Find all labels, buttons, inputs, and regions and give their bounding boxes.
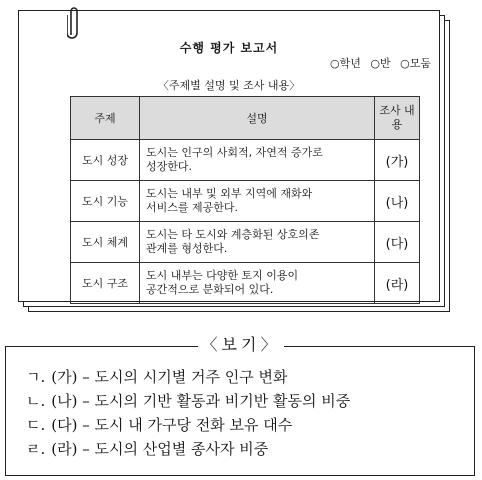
table-row <box>71 181 420 222</box>
bogi-text: (라) – 도시의 산업별 종사자 비중 <box>51 440 269 458</box>
bogi-text: (가) – 도시의 시기별 거주 인구 변화 <box>51 368 288 386</box>
bogi-marker: ㄱ. <box>26 368 46 386</box>
bogi-marker: ㄴ. <box>26 392 46 410</box>
desc-line: 도시는 타 도시와 계층화된 상호의존 <box>146 228 320 241</box>
row-topic: 도시 성장 <box>71 140 140 181</box>
table-header-row <box>71 97 420 140</box>
bogi-item <box>26 389 350 413</box>
row-topic: 도시 기능 <box>71 181 140 222</box>
desc-line: 서비스를 제공한다. <box>146 201 239 214</box>
row-description <box>140 263 375 304</box>
bogi-list <box>26 365 350 461</box>
desc-line: 공간적으로 분화되어 있다. <box>146 283 274 296</box>
table-row <box>71 263 420 304</box>
row-code: (라) <box>375 263 420 304</box>
row-code: (나) <box>375 181 420 222</box>
bogi-item <box>26 365 350 389</box>
bogi-marker: ㄹ. <box>26 440 46 458</box>
row-description <box>140 222 375 263</box>
table-row <box>71 140 420 181</box>
header-topic: 주제 <box>71 97 140 140</box>
row-code: (가) <box>375 140 420 181</box>
row-code: (다) <box>375 222 420 263</box>
grade-label: ○학년 <box>330 57 361 70</box>
header-description: 설명 <box>140 97 375 140</box>
desc-line: 관계를 형성한다. <box>146 242 228 255</box>
bogi-marker: ㄷ. <box>26 416 46 434</box>
bogi-item <box>26 413 350 437</box>
bogi-text: (나) – 도시의 기반 활동과 비기반 활동의 비중 <box>51 392 351 410</box>
bogi-item <box>26 437 350 461</box>
bogi-title-text: 〈보기〉 <box>198 335 285 354</box>
row-description <box>140 140 375 181</box>
class-label: ○반 <box>370 57 391 70</box>
table-row <box>71 222 420 263</box>
row-description <box>140 181 375 222</box>
desc-line: 도시는 내부 및 외부 지역에 재화와 <box>146 187 313 200</box>
desc-line: 도시는 인구의 사회적, 자연적 증가로 <box>146 146 323 159</box>
desc-line: 성장한다. <box>146 160 193 173</box>
topic-table <box>70 96 420 304</box>
group-label: ○모둠 <box>400 57 431 70</box>
bogi-title <box>0 332 482 355</box>
class-info <box>324 55 431 71</box>
header-research: 조사 내용 <box>375 97 420 140</box>
report-paper-stack <box>18 10 458 310</box>
table-subtitle: 〈주제별 설명 및 조사 내용〉 <box>157 79 301 92</box>
report-title: 수행 평가 보고서 <box>179 41 279 55</box>
desc-line: 도시 내부는 다양한 토지 이용이 <box>146 269 299 282</box>
row-topic: 도시 체계 <box>71 222 140 263</box>
row-topic: 도시 구조 <box>71 263 140 304</box>
paper-clip-icon <box>67 5 81 41</box>
bogi-box <box>5 346 475 476</box>
bogi-text: (다) – 도시 내 가구당 전화 보유 대수 <box>51 416 293 434</box>
